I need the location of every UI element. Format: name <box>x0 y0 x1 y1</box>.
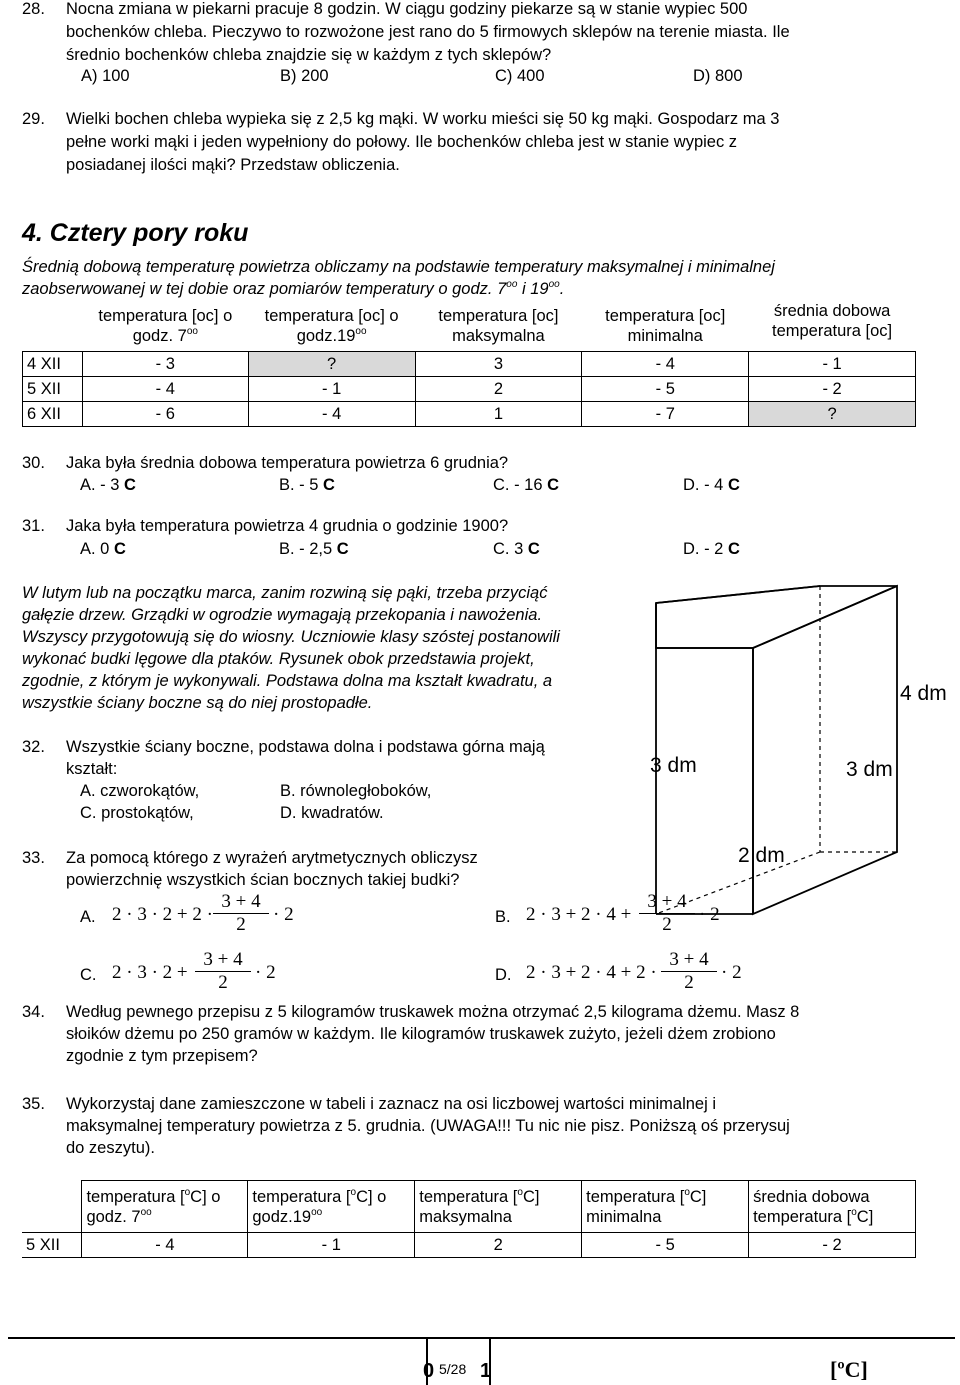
table-cell: 2 <box>415 376 582 401</box>
table-cell: - 1 <box>248 1233 415 1258</box>
degree-celsius-icon: C <box>113 540 126 558</box>
q30-option-c: C. - 16 C <box>493 476 560 494</box>
table-cell: 1 <box>415 401 582 426</box>
table-cell: - 1 <box>248 376 415 401</box>
q33-text-line1: Za pomocą którego z wyrażeń arytmetycznych obliczysz <box>66 849 478 867</box>
q33-option-d-tail: · 2 <box>721 962 742 983</box>
row-label: 5 XII <box>22 1233 82 1258</box>
q33-option-a-label: A. <box>80 908 96 926</box>
header-temp-min: temperatura [$^o$C] minimalna <box>582 1181 749 1233</box>
table-cell: 3 <box>415 351 582 376</box>
table-cell: - 4 <box>82 376 248 401</box>
q31-number: 31. <box>22 517 45 535</box>
paragraph-line6: wszystkie ściany boczne są do niej prostopadłe. <box>22 694 373 712</box>
paragraph-line1: W lutym lub na początku marca, zanim rozwiną się pąki, trzeba przyciąć <box>22 584 548 602</box>
q30-option-d: D. - 4 C <box>683 476 740 494</box>
fraction-numerator: 3 + 4 <box>195 949 251 972</box>
fraction-denominator: 2 <box>684 972 694 993</box>
q28-option-a: A) 100 <box>81 67 130 85</box>
table-row <box>23 401 916 426</box>
q30-text: Jaka była średnia dobowa temperatura powietrza 6 grudnia? <box>66 454 509 472</box>
q28-option-b: B) 200 <box>280 67 329 85</box>
q29-text-line2: pełne worki mąki i jeden wypełniony do połowy. Ile bochenków chleba jest w stanie wypiec z <box>66 133 738 151</box>
q33-option-b-tail: · 2 <box>699 904 720 925</box>
q35-text-line1: Wykorzystaj dane zamieszczone w tabeli i zaznacz na osi liczbowej wartości minimalnej i <box>66 1095 717 1113</box>
fraction-denominator: 2 <box>236 914 246 935</box>
table-cell: - 7 <box>582 401 749 426</box>
table-cell: - 6 <box>82 401 248 426</box>
number-axis <box>0 1322 960 1385</box>
paragraph-line2: gałęzie drzew. Grządki w ogrodzie wymagają przekopania i nawożenia. <box>22 606 543 624</box>
degree-celsius-icon: C <box>727 540 740 558</box>
q28-option-d: D) 800 <box>693 67 743 85</box>
q34-text-line3: zgodnie z tym przepisem? <box>66 1047 258 1065</box>
q35-text-line2: maksymalnej temperatury powietrza z 5. grudnia. (UWAGA!!! Tu nic nie pisz. Poniższą oś przerysuj <box>66 1117 790 1135</box>
q31-text: Jaka była temperatura powietrza 4 grudnia o godzinie 1900? <box>66 517 509 535</box>
degree-celsius-icon: C <box>547 476 560 494</box>
header-temp-7: temperatura [$^o$C] o godz. $7^{oo}$ <box>82 1181 248 1233</box>
label-2dm: 2 dm <box>738 844 785 867</box>
q35-number: 35. <box>22 1095 45 1113</box>
header-temp-avg: średnia dobowa temperatura [$^o$C] <box>749 1181 916 1233</box>
q28-text-line3: średnio bochenków chleba znajdzie się w każdym z tych sklepów? <box>66 46 552 64</box>
table-cell: - 2 <box>749 376 916 401</box>
fraction-numerator: 3 + 4 <box>639 891 695 914</box>
row-label: 6 XII <box>23 401 83 426</box>
q28-number: 28. <box>22 0 45 18</box>
temperature-table-5-xii <box>22 1180 916 1258</box>
q33-option-c-label: C. <box>80 966 97 984</box>
header-temp-max: temperatura [$^o$C] maksymalna <box>415 1181 582 1233</box>
fraction-numerator: 3 + 4 <box>661 949 717 972</box>
q32-option-d: D. kwadratów. <box>280 804 384 822</box>
fraction-denominator: 2 <box>218 972 228 993</box>
q30-number: 30. <box>22 454 45 472</box>
degree-celsius-icon: C <box>323 476 335 494</box>
q32-option-b: B. równoległoboków, <box>280 782 432 800</box>
table-cell: 2 <box>415 1233 582 1258</box>
table-cell: - 4 <box>582 351 749 376</box>
table-cell-unknown: ? <box>749 401 916 426</box>
q32-option-a: A. czworokątów, <box>80 782 200 800</box>
q33-option-b-fraction <box>639 891 695 936</box>
q31-option-a: A. 0 C <box>80 540 126 558</box>
label-3dm-right: 3 dm <box>846 758 893 781</box>
q33-option-d-label: D. <box>495 966 512 984</box>
table-row <box>23 376 916 401</box>
q32-option-c: C. prostokątów, <box>80 804 194 822</box>
q31-option-b: B. - 2,5 C <box>279 540 349 558</box>
q33-text-line2: powierzchnię wszystkich ścian bocznych takiej budki? <box>66 871 460 889</box>
degree-celsius-icon: C <box>336 540 349 558</box>
q30-option-b: B. - 5 C <box>279 476 335 494</box>
table-cell: - 4 <box>248 401 415 426</box>
table-cell: - 3 <box>82 351 248 376</box>
temperature-table <box>22 301 916 427</box>
q33-option-b-label: B. <box>495 908 511 926</box>
q29-text-line3: posiadanej ilości mąki? Przedstaw obliczenia. <box>66 156 400 174</box>
page-number: 5/28 <box>439 1361 467 1377</box>
table-cell: - 2 <box>749 1233 916 1258</box>
label-3dm-left: 3 dm <box>650 754 697 777</box>
table-row <box>22 1233 916 1258</box>
q31-option-d: D. - 2 C <box>683 540 740 558</box>
table-row <box>23 351 916 376</box>
q33-option-c-fraction <box>195 949 251 994</box>
q29-number: 29. <box>22 110 45 128</box>
degree-celsius-icon: C <box>124 476 136 494</box>
paragraph-line5: zgodnie, z którym je wykonywali. Podstawa dolna ma kształt kwadratu, a <box>22 672 553 690</box>
q34-text-line1: Według pewnego przepisu z 5 kilogramów truskawek można otrzymać 2,5 kilograma dżemu. Masz 8 <box>66 1003 800 1021</box>
box-top-face <box>656 586 897 648</box>
section-intro-line1: Średnią dobową temperaturę powietrza obliczamy na podstawie temperatury maksymalnej i minimalnej <box>22 258 775 276</box>
header-temp-19: temperatura [$^o$C] o $godz.19^{oo}$ <box>248 1181 415 1233</box>
q34-number: 34. <box>22 1003 45 1021</box>
q31-option-c: C. 3 C <box>493 540 540 558</box>
section-title: 4. Cztery pory roku <box>22 219 249 247</box>
q28-text-line1: Nocna zmiana w piekarni pracuje 8 godzin. W ciągu godziny piekarze są w stanie wypiec 500 <box>66 0 748 18</box>
q32-text-line1: Wszystkie ściany boczne, podstawa dolna i podstawa górna mają <box>66 738 545 756</box>
degree-celsius-icon: C <box>727 476 740 494</box>
q33-option-c-expr: 2 · 3 · 2 + <box>112 962 188 983</box>
table-header-row <box>22 1181 916 1233</box>
header-temp-avg: średnia dobowa temperatura [oc] <box>772 302 893 340</box>
fraction-numerator: 3 + 4 <box>213 891 269 914</box>
table-cell: - 5 <box>582 376 749 401</box>
q33-option-d-fraction <box>661 949 717 994</box>
q32-number: 32. <box>22 738 45 756</box>
q33-option-a-fraction <box>213 891 269 936</box>
row-label: 4 XII <box>23 351 83 376</box>
q29-text-line1: Wielki bochen chleba wypieka się z 2,5 kg mąki. W worku mieści się 50 kg mąki. Gospodarz ma 3 <box>66 110 780 128</box>
q30-option-a: A. - 3 C <box>80 476 136 494</box>
axis-label-zero: 0 <box>423 1360 435 1382</box>
label-4dm: 4 dm <box>900 682 947 705</box>
q34-text-line2: słoików dżemu po 250 gramów w każdym. Ile kilogramów truskawek zużyto, jeżeli dżem zrobiono <box>66 1025 776 1043</box>
section-intro-line2: zaobserwowanej w tej dobie oraz pomiarów temperatury o godz. $7^{oo}$ i $19^{oo}$. <box>22 279 565 298</box>
q33-option-d-expr: 2 · 3 + 2 · 4 + 2 · <box>526 962 657 983</box>
q33-option-c-tail: · 2 <box>255 962 276 983</box>
header-temp-7: temperatura [oc] o godz. $7^{oo}$ <box>98 306 233 345</box>
header-temp-max: temperatura [oc] maksymalna <box>438 306 559 345</box>
q28-text-line2: bochenków chleba. Pieczywo to rozwożone jest rano do 5 firmowych sklepów na terenie miasta. Ile <box>66 23 790 41</box>
paragraph-line4: wykonać budki lęgowe dla ptaków. Rysunek obok przedstawia projekt, <box>22 650 535 668</box>
table-header-row <box>23 301 916 351</box>
q33-option-a-expr: 2 · 3 · 2 + 2 · <box>112 904 213 925</box>
fraction-denominator: 2 <box>662 914 672 935</box>
row-label: 5 XII <box>23 376 83 401</box>
q33-number: 33. <box>22 849 45 867</box>
q32-text-line2: kształt: <box>66 760 118 778</box>
table-cell-unknown: ? <box>248 351 415 376</box>
q33-option-a-tail: · 2 <box>273 904 294 925</box>
q35-text-line3: do zeszytu). <box>66 1139 155 1157</box>
q33-option-b-expr: 2 · 3 + 2 · 4 + <box>526 904 632 925</box>
paragraph-line3: Wszyscy przygotowują się do wiosny. Uczniowie klasy szóstej postanowili <box>22 628 560 646</box>
header-temp-min: temperatura [oc] minimalna <box>605 306 726 345</box>
axis-unit: [ºC] <box>830 1357 868 1382</box>
degree-celsius-icon: C <box>527 540 540 558</box>
table-cell: - 5 <box>582 1233 749 1258</box>
axis-label-one: 1 <box>480 1360 492 1382</box>
table-cell: - 4 <box>82 1233 248 1258</box>
q28-option-c: C) 400 <box>495 67 545 85</box>
table-cell: - 1 <box>749 351 916 376</box>
header-temp-19: temperatura [oc] o $godz.19^{oo}$ <box>264 306 399 345</box>
